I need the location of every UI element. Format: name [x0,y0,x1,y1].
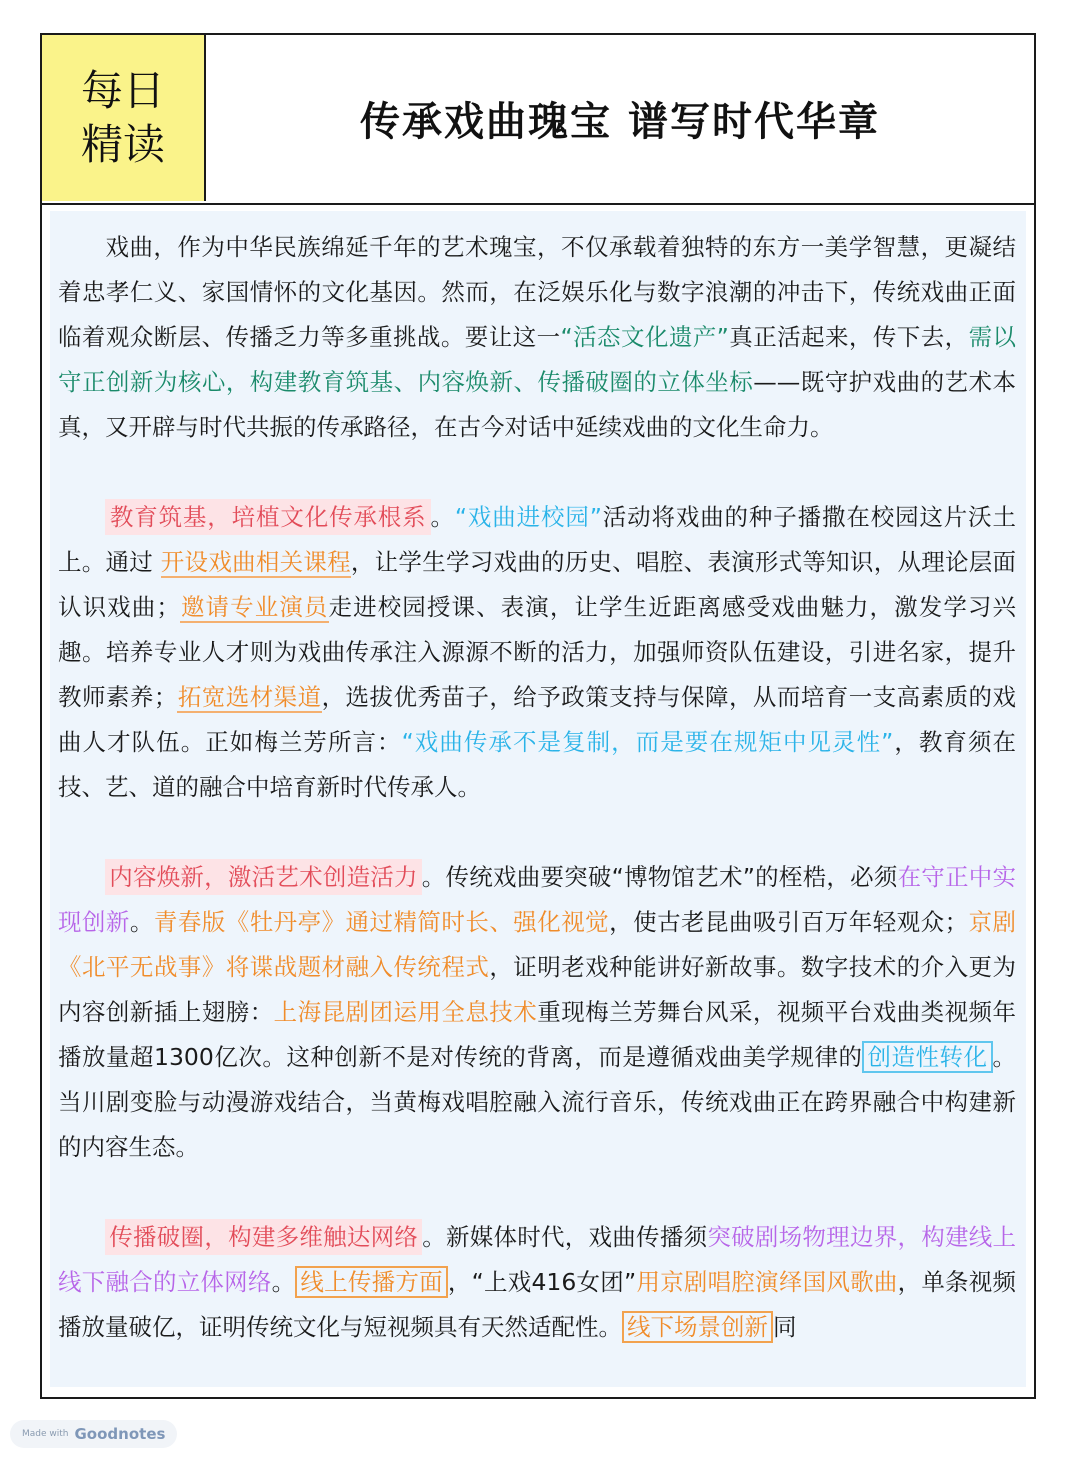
p4-text-d: 。 [271,1268,296,1296]
p1-text-c: 真正活起来，传下去， [728,323,969,351]
goodnotes-watermark [10,1420,177,1448]
p2-text-l: ，教育须在技、艺、道的融合中培育新时代传承人。 [58,728,1017,801]
p2-heading-education: 教育筑基，培植文化传承根系 [105,499,431,535]
p3-boxed-transformation: 创造性转化 [862,1041,992,1073]
p2-text-b: 。 [430,503,455,531]
p3-text-f: ，使古老昆曲吸引百万年轻观众； [609,908,969,936]
p3-highlight-hologram: 上海昆剧团运用全息技术 [273,998,538,1026]
p3-heading-content: 内容焕新，激活艺术创造活力 [105,859,422,895]
paragraph-intro [50,225,1026,450]
paragraph-education [50,495,1026,810]
p1-text-a: 戏曲，作为中华民族绵延千年的艺术瑰宝，不仅承载着独特的东方一美学智慧，更凝结着忠孝仁义、家国情怀的文化基因。然而，在泛娱乐化与数字浪潮的冲击下，传统戏曲正面临着观众断层、传播乏力等多重挑战。要让这一 [58,233,1016,351]
p2-text-j: ，选拔优秀苗子，给予政策支持与保障，从而培育一支高素质的戏曲人才队伍。正如梅兰芳所言： [58,683,1017,756]
p4-highlight-national-style: 用京剧唱腔演绎国风歌曲 [636,1268,898,1296]
p3-text-j: 重现梅兰芳舞台风采，视频平台戏曲类视频年播放量超1300亿次。这种创新不是对传统的背离，而是遵循戏曲美学规律的 [58,998,1017,1071]
p4-boxed-offline: 线下场景创新 [622,1311,773,1343]
p1-text-e: ——既守护戏曲的艺术本真，又开辟与时代共振的传承路径，在古今对话中延续戏曲的文化生命力。 [58,368,1017,441]
p3-highlight-innovation: 在守正中实现创新 [58,863,1016,936]
p3-highlight-peony: 青春版《牡丹亭》通过精简时长、强化视觉 [153,908,610,936]
p3-text-d: 。 [129,908,154,936]
badge-line-1: 每日 [80,66,165,115]
p2-highlight-courses: 开设戏曲相关课程 [160,548,351,576]
p3-highlight-peking-opera: 京剧《北平无战事》将谍战题材融入传统程式 [58,908,1017,981]
goodnotes-logo: Goodnotes [74,1425,166,1443]
p3-text-h: ，证明老戏种能讲好新故事。数字技术的介入更为内容创新插上翅膀： [58,953,1017,1026]
badge-line-2: 精读 [80,120,165,169]
p2-quote-mei-lanfang: “戏曲传承不是复制，而是要在规矩中见灵性” [401,728,894,756]
article-body [50,211,1026,1387]
p4-text-h: ，单条视频播放量破亿，证明传统文化与短视频具有天然适配性。 [58,1268,1017,1341]
p2-highlight-channels: 拓宽选材渠道 [177,683,322,711]
paragraph-spread [50,1215,1026,1350]
p3-text-b: 。传统戏曲要突破“博物馆艺术”的桎梏，必须 [421,863,898,891]
p2-text-h: 走进校园授课、表演，让学生近距离感受戏曲魅力，激发学习兴趣。培养专业人才则为戏曲传承注入源源不断的活力，加强师资队伍建设，引进名家，提升教师素养； [58,593,1017,711]
p4-text-j: 同 [773,1313,797,1341]
p3-text-l: 。当川剧变脸与动漫游戏结合，当黄梅戏唱腔融入流行音乐，传统戏曲正在跨界融合中构建新的内容生态。 [58,1043,1016,1161]
header [42,35,1034,205]
p4-boxed-online: 线上传播方面 [295,1266,447,1298]
p2-highlight-actors: 邀请专业演员 [179,593,329,621]
p2-highlight-opera-campus: “戏曲进校园” [454,503,602,531]
article-title: 传承戏曲瑰宝 谱写时代华章 [360,98,880,145]
p4-text-f: ，“上戏416女团” [447,1268,637,1296]
p4-heading-spread: 传播破圈，构建多维触达网络 [105,1219,422,1255]
p2-text-f: ，让学生学习戏曲的历史、唱腔、表演形式等知识，从理论层面认识戏曲； [58,548,1017,621]
p1-highlight-core-idea: 需以守正创新为核心，构建教育筑基、内容焕新、传播破圈的立体坐标 [58,323,1017,396]
daily-reading-badge [42,35,206,201]
p1-highlight-living-heritage: “活态文化遗产” [560,323,729,351]
paragraph-content [50,855,1026,1170]
p4-text-b: 。新媒体时代，戏曲传播须 [422,1223,708,1251]
article-frame [40,33,1036,1399]
p4-highlight-network: 突破剧场物理边界，构建线上线下融合的立体网络 [58,1223,1017,1296]
made-with-label: Made with [22,1429,69,1439]
p2-text-d: 活动将戏曲的种子播撒在校园这片沃土上。通过 [58,503,1017,576]
